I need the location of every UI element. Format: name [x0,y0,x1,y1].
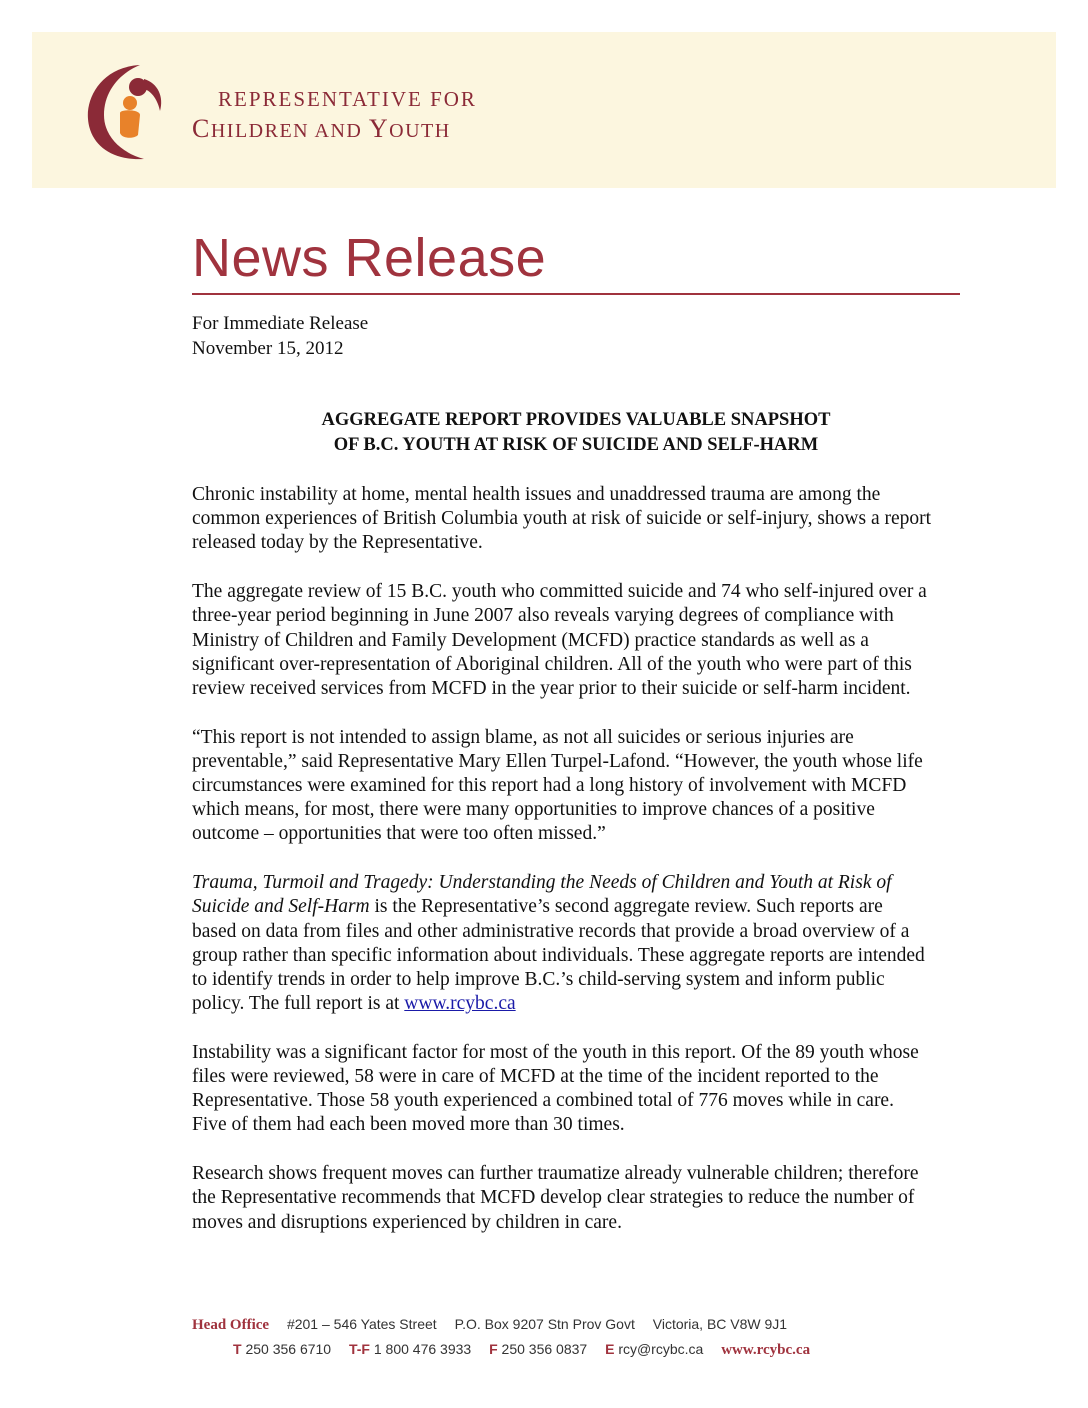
toll-free-number: 1 800 476 3933 [373,1341,472,1357]
org-name-part2: OUTH [389,120,451,142]
headline-line1: AGGREGATE REPORT PROVIDES VALUABLE SNAPSHOT [321,410,831,430]
paragraph-2: The aggregate review of 15 B.C. youth who committed suicide and 74 who self-injured over a three-year period beginning in June 2007 also reveals varying degrees of compliance with Ministry of Children and Family Development (MCFD) practice standards as well as a significant over-representation of Aboriginal children. All of the youth who were part of this review received services from MCFD in the year prior to their suicide or self-harm incident. [192,581,927,699]
release-type: For Immediate Release [192,313,369,334]
footer-city: Victoria, BC V8W 9J1 [652,1316,788,1332]
release-date: November 15, 2012 [192,338,344,359]
release-meta [192,311,368,361]
headline-line2: OF B.C. YOUTH AT RISK OF SUICIDE AND SELF-HARM [333,435,819,455]
footer-contacts [233,1341,810,1359]
email-label: E [605,1341,615,1357]
paragraph-3: “This report is not intended to assign blame, as not all suicides or serious injuries are preventable,” said Representative Mary Ellen Turpel-Lafond. “However, the youth whose life circumstances were examined for this report had a long history of involvement with MCFD which means, for most, there were many opportunities to improve chances of a positive outcome – opportunities that were too often missed.” [192,726,923,845]
article-body [192,483,932,1259]
paragraph-6: Research shows frequent moves can further traumatize already vulnerable children; therefore the Representative recommends that MCFD develop clear strategies to reduce the number of moves and disruptions experienced by children in care. [192,1163,919,1233]
email-address[interactable]: rcy@rcybc.ca [618,1341,704,1357]
toll-free-label: T-F [348,1341,370,1357]
footer-street: #201 – 546 Yates Street [286,1316,437,1332]
phone-label: T [233,1341,242,1357]
org-name-line2 [192,114,451,144]
head-office-label: Head Office [192,1317,270,1333]
rcy-logo-icon [82,57,172,167]
paragraph-5: Instability was a significant factor for most of the youth in this report. Of the 89 youth whose files were reviewed, 58 were in care of MCFD at the time of the incident reported to the Representative. Those 58 youth experienced a combined total of 776 moves while in care. Five of them had each been moved more than 30 times. [192,1041,919,1136]
footer-po-box: P.O. Box 9207 Stn Prov Govt [454,1316,635,1332]
page-title: News Release [192,228,547,288]
org-initial-c: C [192,114,211,143]
footer-address [192,1316,787,1334]
phone-number: 250 356 6710 [245,1341,332,1357]
title-divider [192,293,960,295]
org-name-line1: REPRESENTATIVE FOR [218,87,477,111]
paragraph-1: Chronic instability at home, mental health issues and unaddressed trauma are among the common experiences of British Columbia youth at risk of suicide or self-injury, shows a report released today by the Representative. [192,484,932,554]
org-initial-y: Y [368,114,390,143]
fax-label: F [489,1341,498,1357]
headline [192,408,960,458]
letterhead-banner [32,32,1056,188]
report-link[interactable]: www.rcybc.ca [404,993,516,1015]
paragraph-4-text: is the Representative’s second aggregate review. Such reports are based on data from files and other administrative records that provide a broad overview of a group rather than specific information about individuals. These aggregate reports are intended to identify trends in order to help improve B.C.’s child-serving system and inform public policy. The full report is at [192,896,925,1015]
org-name-part1: HILDREN AND [210,120,369,142]
report-title: Trauma, Turmoil and Tragedy: Understanding the Needs of Children and Youth at Risk of Suicide and Self-Harm [192,872,892,918]
paragraph-4 [192,871,932,1016]
fax-number: 250 356 0837 [501,1341,588,1357]
footer-website[interactable]: www.rcybc.ca [721,1342,811,1358]
